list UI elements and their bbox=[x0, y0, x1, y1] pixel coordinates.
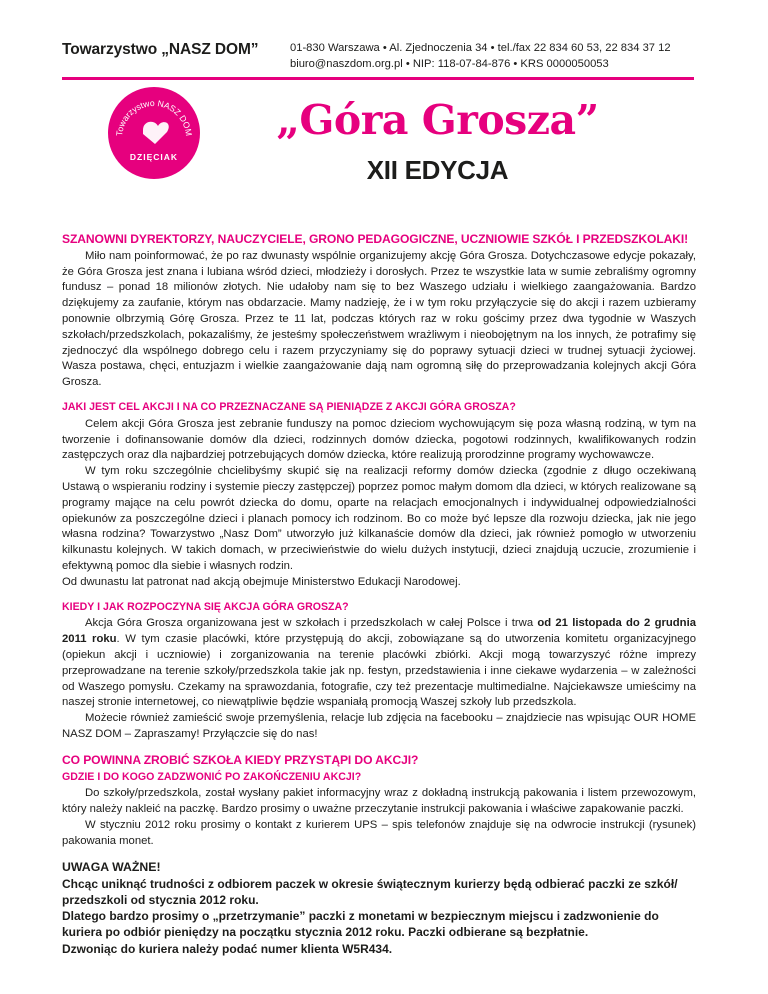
when-heading: KIEDY I JAK ROZPOCZYNA SIĘ AKCJA GÓRA GROSZA? bbox=[62, 600, 349, 613]
warning-box bbox=[62, 859, 696, 956]
what-subheading: GDZIE I DO KOGO ZADZWONIĆ PO ZAKOŃCZENIU AKCJI? bbox=[62, 770, 362, 783]
edition-label: XII EDYCJA bbox=[366, 155, 509, 185]
warning-line-2: Dlatego bardzo prosimy o „przetrzymanie” paczki z monetami w bezpiecznym miejscu i zadzwonienie do kuriera po odbiór pieniędzy na początku stycznia 2012 roku. Paczki odbierane są bezpłatnie. bbox=[62, 909, 659, 940]
contact-info bbox=[290, 40, 671, 72]
what-paragraph-2: W styczniu 2012 roku prosimy o kontakt z kurierem UPS – spis telefonów znajduje się na odwrocie instrukcji (rysunek) pakowania monet. bbox=[62, 818, 696, 847]
warning-line-1: Chcąc uniknąć trudności z odbiorem paczek w okresie świątecznym kurierzy będą odbierać paczki ze szkół/ przedszkoli od stycznia 2012 roku. bbox=[62, 876, 678, 907]
organization-name: Towarzystwo „NASZ DOM” bbox=[62, 41, 259, 58]
intro-paragraph: Miło nam poinformować, że po raz dwunasty wspólnie organizujemy akcję Góra Grosza. Dotychczasowe edycje pokazały, że Góra Grosza jest znana i lubiana wśród dzieci, młodzieży i dorosłych. Przez te wszystkie lata w sumie zebraliśmy ogromny fundusz – ponad 18 milionów złotych. Nie udałoby nam się to bez Waszego udziału i wielkiego zaangażowania. Bardzo dziękujemy za zaufanie, którym nas obdarzacie. Mamy nadzieję, że i w tym roku przyłączycie się do akcji i razem uzbieramy ponownie olbrzymią Górę Grosza. Przez te 11 lat, podczas których raz w roku gościmy przez dwa tygodnie w Waszych szkołach/przedszkolach, pokazaliśmy, że jesteśmy społeczeństwem wrażliwym i nieobojętnym na los innych, że potrafimy się zjednoczyć dla wspólnego dobrego celu i razem przyczyniamy się do poprawy sytuacji dzieci w trudnej sytuacji życiowej. Wasza postawa, chęci, entuzjazm i wielkie zaangażowanie dają nam ogromną siłę do przeprowadzania kolejnych akcji Góra Grosza. bbox=[62, 249, 696, 389]
logo-arc-text: Towarzystwo NASZ DOM bbox=[114, 97, 195, 137]
logo-bottom-text: DZIĘCIAK bbox=[129, 152, 179, 162]
header-divider bbox=[62, 77, 694, 80]
campaign-title: „Góra Grosza” bbox=[276, 96, 599, 144]
warning-title: UWAGA WAŻNE! bbox=[62, 860, 161, 875]
letter-body bbox=[62, 232, 696, 957]
warning-line-3: Dzwoniąc do kuriera należy podać numer klienta W5R434. bbox=[62, 941, 393, 956]
what-paragraph-1: Do szkoły/przedszkola, został wysłany pakiet informacyjny wraz z dokładną instrukcją pakowania i listem przewozowym, który należy nakleić na paczkę. Bardzo prosimy o uważne przeczytanie instrukcji pakowania i właściwe zapakowanie paczki. bbox=[62, 787, 696, 816]
dzieciak-logo-icon bbox=[107, 86, 201, 180]
email-nip-krs-line: biuro@naszdom.org.pl • NIP: 118-07-84-876 • KRS 0000050053 bbox=[290, 58, 609, 70]
when-text-start: Akcja Góra Grosza organizowana jest w szkołach i przedszkolach w całej Polsce i trwa bbox=[85, 617, 538, 630]
goal-paragraph-2: W tym roku szczególnie chcielibyśmy skupić się na realizacji reformy domów dziecka (zgodnie z długo oczekiwaną Ustawą o wspieraniu rodziny i systemie pieczy zastępczej) poprzez pomoc małym domom dla dzieci, w których realizowane są programy mające na celu powrót dziecka do domu, oparte na relacjach emocjonalnych i indywidualnej odpowiedzialności opiekunów za poszczególne dzieci i planach pomocy ich rodzinom. Bo co może być lepsze dla rozwoju dziecka, jak nie jego własna rodzina? Towarzystwo „Nasz Dom” utworzyło już kilkanaście domów dla dzieci, jak również pomogło w utworzeniu kilkunastu kolejnych. W takich domach, w przeciwieństwie do wielu dużych instytucji, dzieci znajdują uczucie, zrozumienie i efektywną pomoc dla siebie i własnych rodzin. bbox=[62, 465, 696, 572]
intro-heading: SZANOWNI DYREKTORZY, NAUCZYCIELE, GRONO PEDAGOGICZNE, UCZNIOWIE SZKÓŁ I PRZEDSZKOLAKI! bbox=[62, 232, 689, 246]
goal-paragraph-3: Od dwunastu lat patronat nad akcją obejmuje Ministerstwo Edukacji Narodowej. bbox=[62, 575, 461, 588]
campaign-dates: od 21 listopada do 2 grudnia 2011 roku bbox=[62, 617, 696, 646]
goal-heading: JAKI JEST CEL AKCJI I NA CO PRZEZNACZANE SĄ PIENIĄDZE Z AKCJI GÓRA GROSZA? bbox=[62, 400, 516, 413]
when-paragraph-2: Możecie również zamieścić swoje przemyślenia, relacje lub zdjęcia na facebooku – znajdziecie nas wpisując OUR HOME NASZ DOM – Zapraszamy! Przyłączcie się do nas! bbox=[62, 712, 696, 740]
address-line: 01-830 Warszawa • Al. Zjednoczenia 34 • tel./fax 22 834 60 53, 22 834 37 12 bbox=[290, 42, 671, 54]
what-heading: CO POWINNA ZROBIĆ SZKOŁA KIEDY PRZYSTĄPI DO AKCJI? bbox=[62, 752, 419, 767]
goal-paragraph-1: Celem akcji Góra Grosza jest zebranie funduszy na pomoc dzieciom wychowującym się poza własną rodziną, w tym na tworzenie i dofinansowanie domów dla dzieci, rodzinnych domów dziecka, pogotowi rodzinnych, kwalifikowanych rodzin zastępczych oraz dla najbardziej potrzebujących domów dziecka, które realizują prorodzinne programy wychowawcze. bbox=[62, 417, 696, 462]
when-paragraph-1 bbox=[62, 616, 696, 711]
when-text-end: . W tym czasie placówki, które przystępują do akcji, zobowiązane są do utworzenia komitetu organizacyjnego (opiekun akcji i uczniowie) i zorganizowania na terenie placówki zbiórki. Akcji mogą towarzyszyć różne imprezy przeprowadzane na terenie szkoły/przedszkola takie jak np. festyn, przedstawienia i inne ciekawe wydarzenia – w zależności od Waszego pomysłu. Czekamy na sprawozdania, fotografie, czy też prezentacje multimedialne. Najciekawsze umieścimy na naszej stronie internetowej, co niewątpliwie będzie wspaniałą promocją Waszej szkoły lub przedszkola. bbox=[62, 633, 696, 709]
